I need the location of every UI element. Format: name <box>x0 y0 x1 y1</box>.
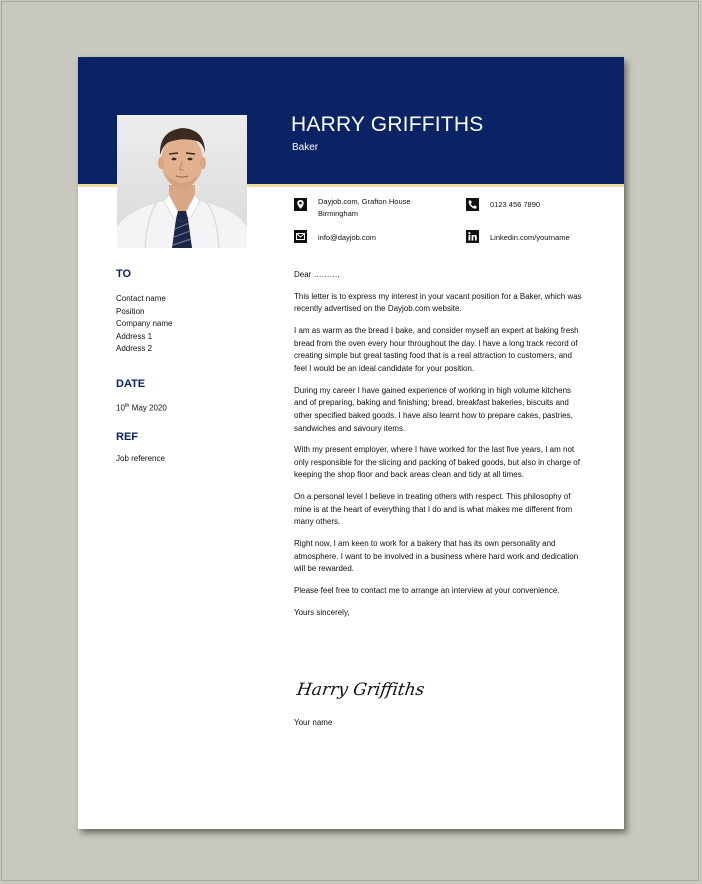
paragraph: I am as warm as the bread I bake, and consider myself an expert at baking fresh bread from the oven every hour throughout the day. I have a long track record of creating simple but great tasting food that is a real attraction to customers, and feel I would be an ideal candidate for your position. <box>294 326 579 373</box>
date-heading: DATE <box>116 378 146 390</box>
profile-photo <box>117 115 247 248</box>
linkedin-icon <box>466 230 479 243</box>
date-month-year: May 2020 <box>129 403 167 413</box>
address <box>318 196 411 220</box>
recipient-contact-name: Contact name <box>116 294 166 303</box>
job-title: Baker <box>292 142 319 153</box>
letter-date <box>116 400 167 415</box>
paragraph: On a personal level I believe in treating others with respect. This philosophy of mine is at the heart of everything that I do and is what makes me different from many others. <box>294 492 573 527</box>
letter-body <box>294 269 586 629</box>
job-reference: Job reference <box>116 454 165 463</box>
date-suffix: th <box>124 403 130 409</box>
recipient-company: Company name <box>116 319 173 329</box>
location-pin-icon <box>294 198 307 211</box>
paragraph: During my career I have gained experience of working in high volume kitchens and of preparing, baking and finishing; bread, breakfast bakeries, biscuits and other specified baked goods. I have also learnt how to prepare cakes, pastries, sandwiches and savoury items. <box>294 385 573 433</box>
signature: Harry Griffiths <box>295 680 426 700</box>
date-day: 10 <box>116 403 125 413</box>
address-line-2: Birmingham <box>318 209 359 218</box>
linkedin-url: Linkedin.com/yourname <box>490 233 570 242</box>
paragraph: This letter is to express my interest in your vacant position for a Baker, which was recently advertised on the Dayjob.com website. <box>294 291 582 314</box>
phone-number: 0123 456 7890 <box>490 200 541 209</box>
your-name: Your name <box>294 718 333 727</box>
ref-heading: REF <box>116 431 138 443</box>
phone-icon <box>466 198 479 211</box>
address-line-1: Dayjob.com, Grafton House <box>318 197 411 206</box>
email-icon <box>294 230 307 243</box>
email-address: info@dayjob.com <box>318 233 377 242</box>
paragraph: With my present employer, where I have worked for the last five years, I am not only responsible for the slicing and packing of baked goods, but also in charge of keeping the shop floor and back areas clean and tidy at all times. <box>294 445 580 480</box>
closing: Yours sincerely, <box>294 607 350 617</box>
recipient-position: Position <box>116 306 145 316</box>
to-heading: TO <box>116 268 132 280</box>
paragraph: Right now, I am keen to work for a bakery that has its own personality and atmosphere. I want to be involved in a business where hard work and dedication will be rewarded. <box>294 539 579 574</box>
applicant-name: HARRY GRIFFITHS <box>291 113 484 136</box>
recipient-details <box>116 293 172 356</box>
paragraph: Please feel free to contact me to arrange an interview at your convenience. <box>294 586 560 596</box>
recipient-address-1: Address 1 <box>116 331 153 341</box>
greeting: Dear ………, <box>294 270 340 279</box>
recipient-address-2: Address 2 <box>116 344 153 354</box>
cover-letter-page <box>78 57 624 829</box>
